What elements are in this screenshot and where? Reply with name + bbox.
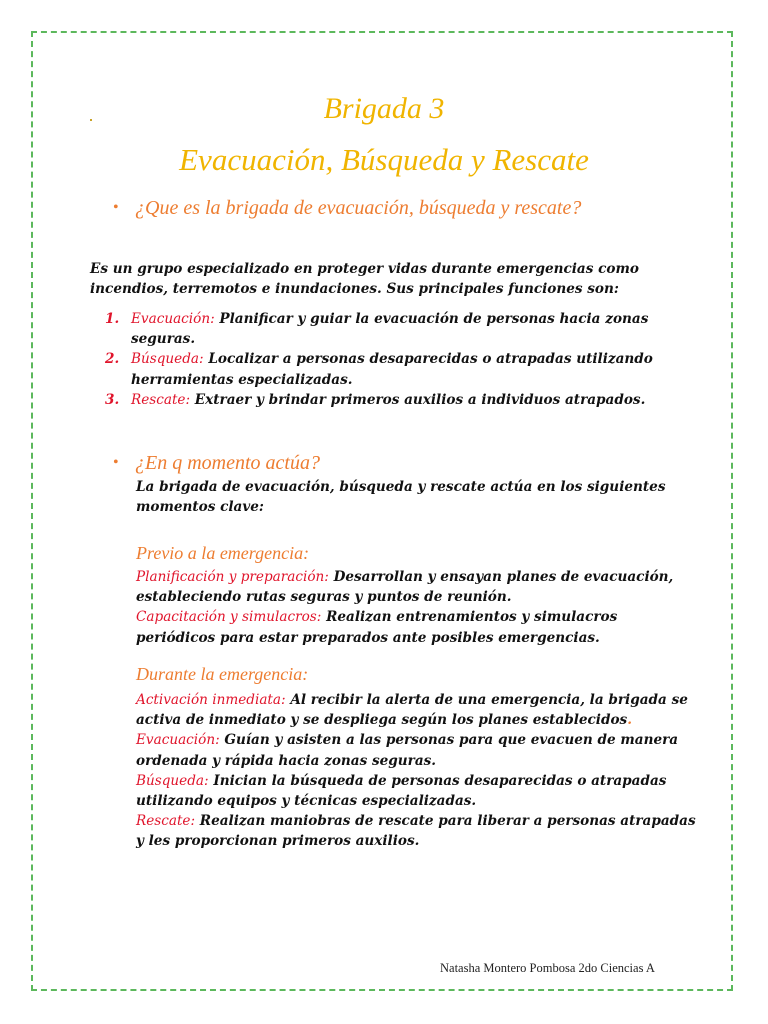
item-text: Desarrollan y ensayan planes de evacuación, estableciendo rutas seguras y puntos de reunión.: [136, 569, 674, 606]
item-term: Rescate:: [136, 813, 196, 830]
during-item: [136, 771, 696, 811]
question-what-is-text: ¿Que es la brigada de evacuación, búsqueda y rescate?: [135, 197, 582, 219]
during-emergency-block: [136, 690, 696, 852]
question-when: [113, 450, 655, 476]
question-what-is: [113, 195, 655, 221]
item-term: Evacuación:: [136, 732, 220, 749]
during-item: [136, 811, 696, 851]
item-term: Búsqueda:: [136, 772, 209, 789]
item-text: Realizan entrenamientos y simulacros periódicos para estar preparados ante posibles emergencias.: [136, 609, 618, 646]
question-when-text: ¿En q momento actúa?: [135, 452, 320, 474]
before-item: [136, 607, 696, 647]
function-text: Localizar a personas desaparecidas o atrapadas utilizando herramientas especializadas.: [131, 351, 653, 388]
function-term: Evacuación:: [131, 311, 215, 327]
item-term: Planificación y preparación:: [136, 569, 329, 585]
before-emergency-block: [136, 567, 696, 648]
moments-paragraph: La brigada de evacuación, búsqueda y rescate actúa en los siguientes momentos clave:: [136, 479, 666, 516]
during-emergency-heading: Durante la emergencia:: [136, 664, 309, 684]
function-text: Planificar y guiar la evacuación de personas hacia zonas seguras.: [131, 311, 649, 348]
item-tail: .: [627, 712, 632, 729]
list-number: 2.: [105, 351, 120, 368]
list-item: [105, 309, 705, 349]
before-item: [136, 567, 696, 607]
bullet-icon: •: [113, 199, 119, 216]
document-subtitle: Evacuación, Búsqueda y Rescate: [179, 142, 589, 177]
during-item: [136, 730, 696, 770]
intro-paragraph: Es un grupo especializado en proteger vidas durante emergencias como incendios, terremotos e inundaciones. Sus principales funciones son:: [90, 261, 639, 298]
item-text: Al recibir la alerta de una emergencia, la brigada se activa de inmediato y se despliega según los planes establecidos: [136, 692, 688, 729]
item-text: Realizan maniobras de rescate para liberar a personas atrapadas y les proporcionan primeros auxilios.: [136, 813, 696, 850]
function-term: Rescate:: [131, 391, 191, 408]
functions-list: [105, 309, 705, 410]
item-text: Guían y asisten a las personas para que evacuen de manera ordenada y rápida hacia zonas seguras.: [136, 732, 679, 769]
item-text: Inician la búsqueda de personas desaparecidas o atrapadas utilizando equipos y técnicas especializadas.: [136, 772, 667, 810]
list-item: [105, 349, 705, 389]
list-number: 3.: [105, 391, 120, 408]
function-term: Búsqueda:: [131, 351, 204, 368]
document-title: Brigada 3: [323, 92, 445, 125]
before-emergency-heading: Previo a la emergencia:: [136, 543, 310, 563]
item-term: Activación inmediata:: [136, 692, 286, 708]
list-number: 1.: [105, 311, 120, 327]
bullet-icon: •: [113, 454, 119, 471]
function-text: Extraer y brindar primeros auxilios a individuos atrapados.: [190, 391, 646, 408]
during-item: [136, 690, 696, 730]
author-footer: Natasha Montero Pombosa 2do Ciencias A: [440, 961, 655, 975]
item-term: Capacitación y simulacros:: [136, 609, 322, 626]
list-item: [105, 390, 705, 410]
